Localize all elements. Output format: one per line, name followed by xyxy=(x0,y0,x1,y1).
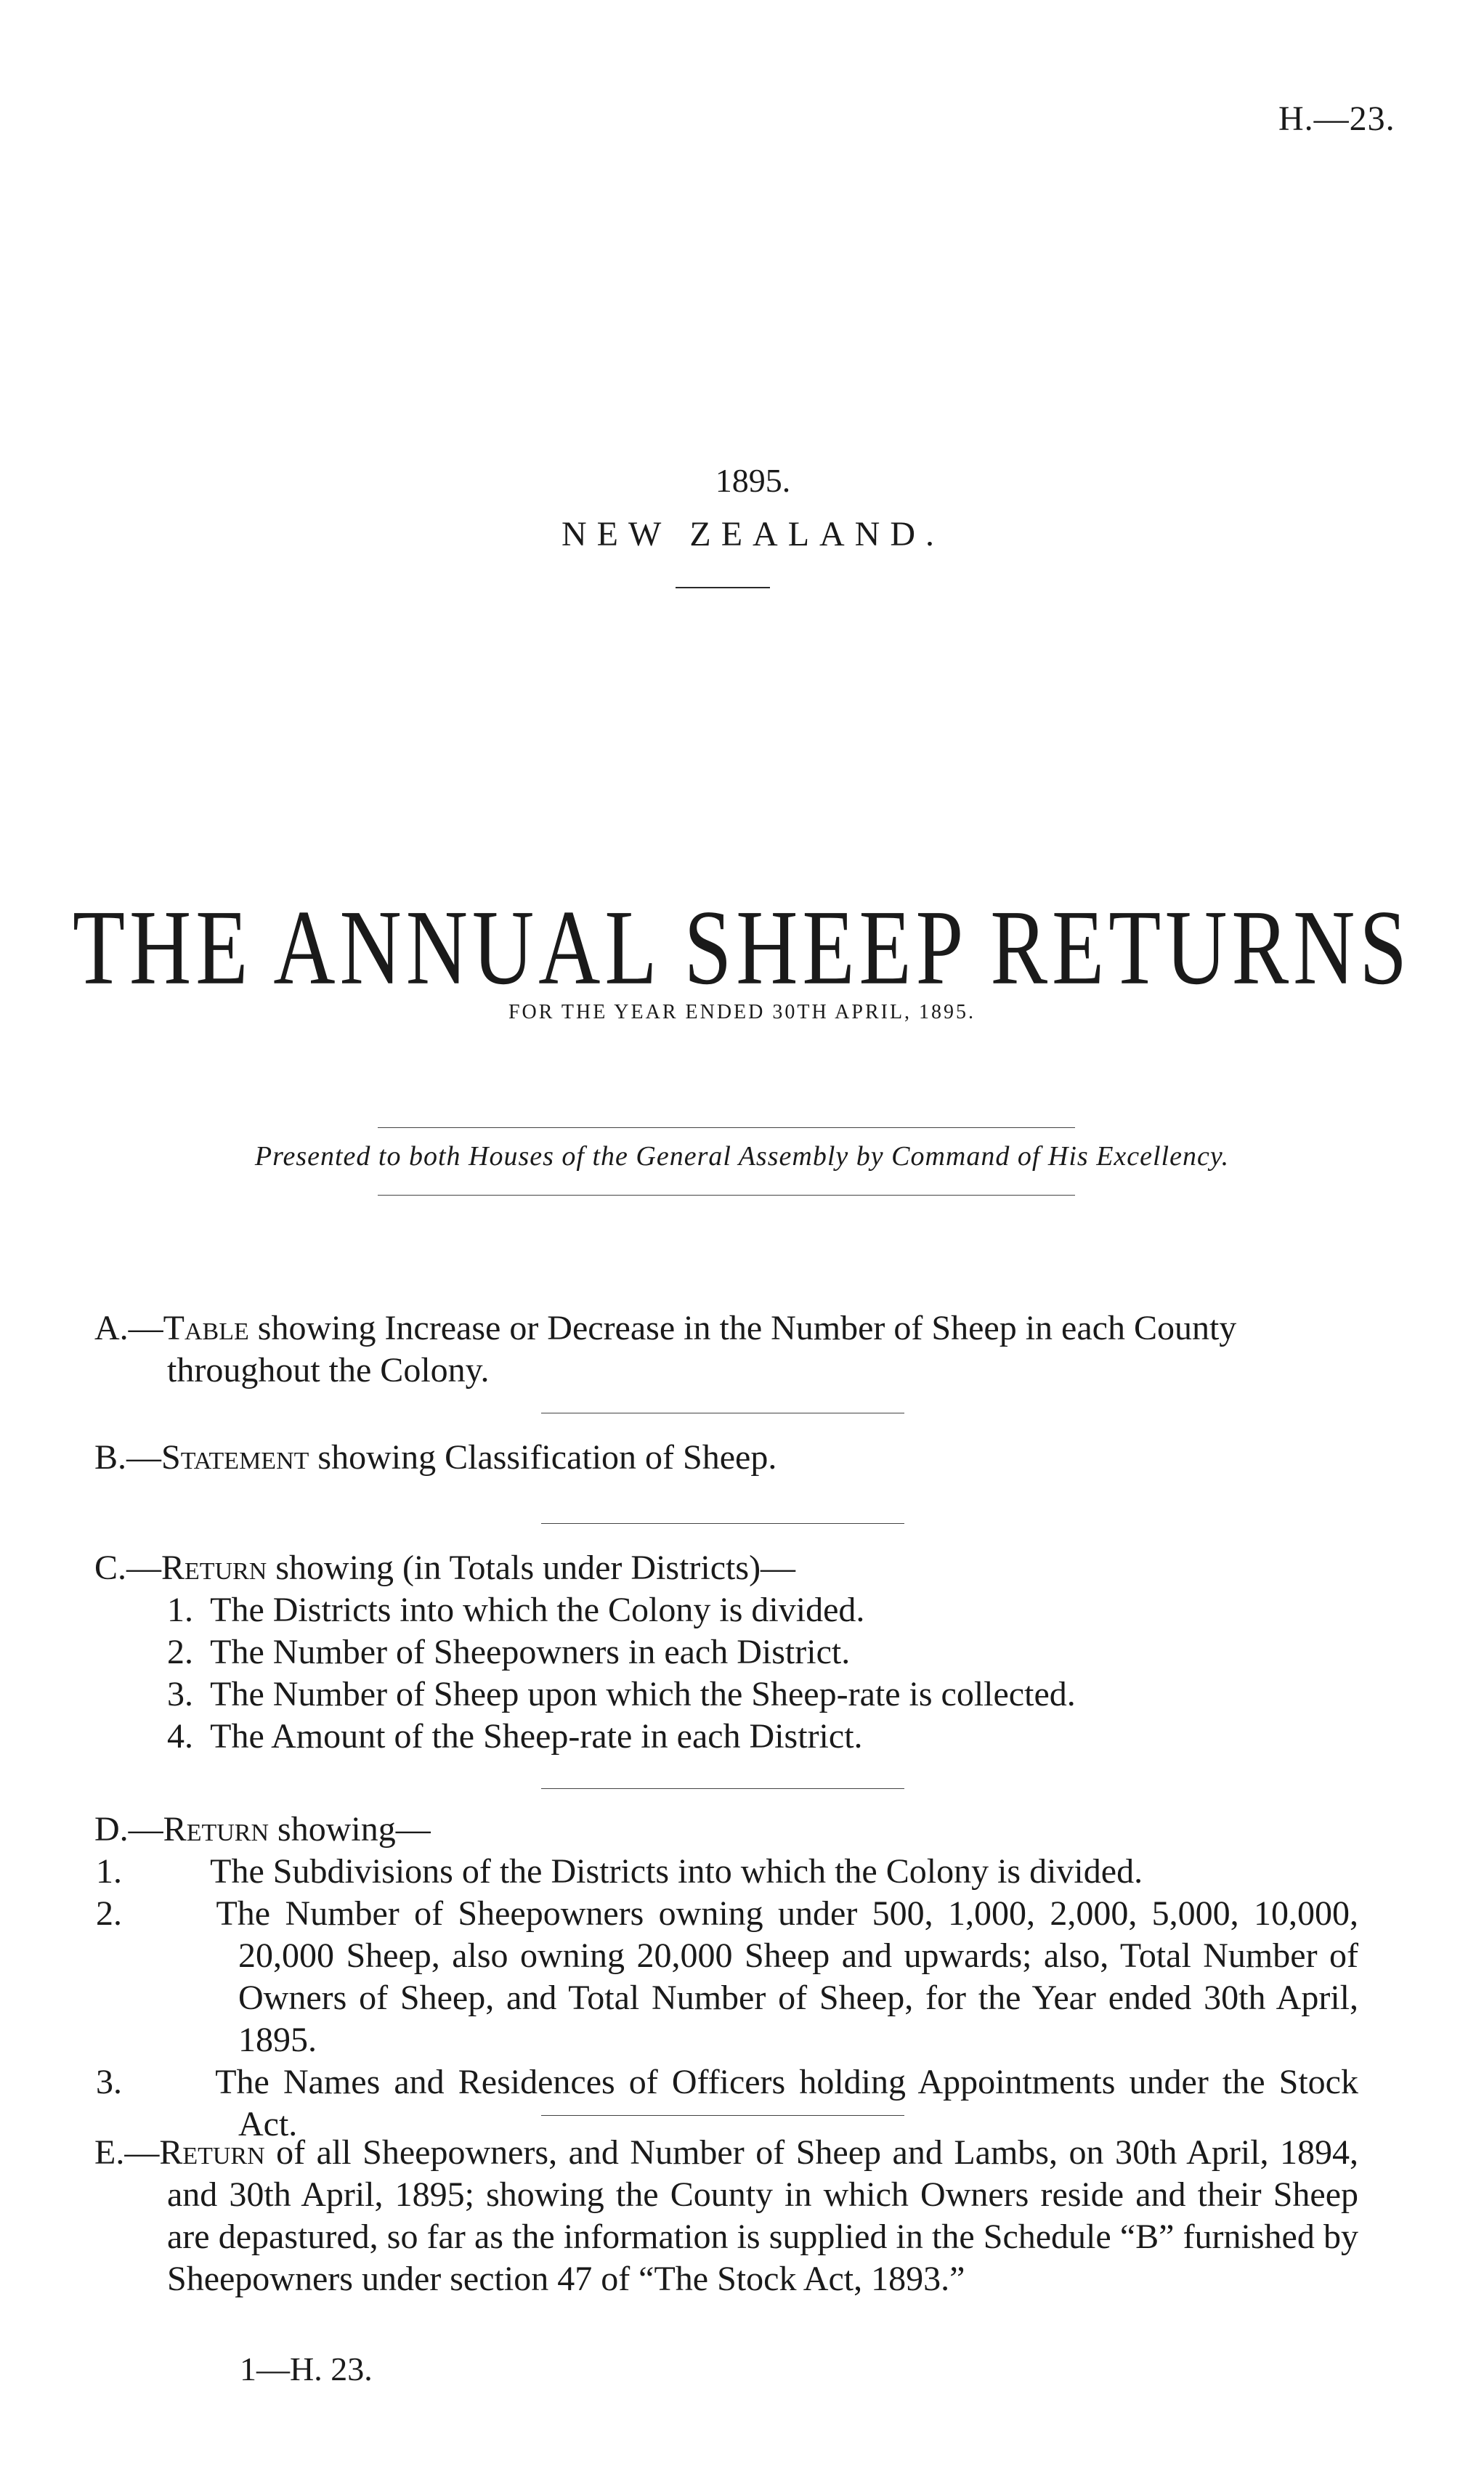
section-text: showing Increase or Decrease in the Number of Sheep in each County xyxy=(248,1309,1237,1347)
section-b xyxy=(94,1437,1358,1479)
divider xyxy=(541,1523,904,1524)
section-letter: E.— xyxy=(94,2133,160,2172)
section-text: of all Sheepowners, and Number of Sheep and Lambs, on 30th April, 1894, and 30th April, 1895; showing the County in which Owners reside and their Sheep are depastured, so far as the information is supplied in the Schedule “B” furnished by Sheepowners under section 47 of “The Stock Act, 1893.” xyxy=(167,2133,1358,2298)
year: 1895. xyxy=(715,462,791,499)
document-reference: H.—23. xyxy=(1278,100,1395,138)
footer-reference: 1—H. 23. xyxy=(240,2350,373,2387)
section-kind: Return xyxy=(161,1549,267,1587)
list-item: 3. The Names and Residences of Officers holding Appointments under the Stock Act. xyxy=(96,2063,1358,2143)
section-text: showing Classification of Sheep. xyxy=(309,1438,777,1477)
list-item: 1. The Subdivisions of the Districts into which the Colony is divided. xyxy=(96,1852,1143,1891)
country-heading: NEW ZEALAND. xyxy=(561,515,945,553)
section-text-continued: throughout the Colony. xyxy=(167,1351,490,1389)
list-item: 2. The Number of Sheepowners owning under 500, 1,000, 2,000, 5,000, 10,000, 20,000 Sheep, also owning 20,000 Sheep and upwards; also, Total Number of Owners of Sheep, and Total Number of Sheep, for the Year ended 30th April, 1895. xyxy=(96,1894,1359,2059)
section-letter: C.— xyxy=(94,1549,162,1587)
section-d xyxy=(94,1809,1358,2146)
divider xyxy=(676,587,770,588)
divider xyxy=(378,1195,1075,1196)
section-letter: A.— xyxy=(94,1309,163,1347)
divider xyxy=(541,2115,904,2116)
section-kind: Table xyxy=(163,1309,249,1347)
section-text: showing (in Totals under Districts)— xyxy=(267,1549,796,1587)
presented-line: Presented to both Houses of the General Assembly by Command of His Excellency. xyxy=(254,1141,1230,1172)
section-c xyxy=(94,1547,1358,1758)
list-item: 2. The Number of Sheepowners in each District. xyxy=(167,1633,851,1671)
list-item: 3. The Number of Sheep upon which the Sheep-rate is collected. xyxy=(167,1675,1076,1713)
section-letter: B.— xyxy=(94,1438,162,1477)
section-e xyxy=(94,2132,1358,2300)
section-kind: Statement xyxy=(161,1438,309,1477)
list-item: 1. The Districts into which the Colony is divided. xyxy=(167,1591,865,1629)
divider xyxy=(541,1788,904,1789)
section-kind: Return xyxy=(163,1810,269,1849)
list-item: 4. The Amount of the Sheep-rate in each District. xyxy=(167,1717,863,1756)
subtitle: FOR THE YEAR ENDED 30TH APRIL, 1895. xyxy=(508,1001,976,1023)
section-a xyxy=(94,1307,1358,1392)
section-text: showing— xyxy=(269,1810,431,1849)
divider xyxy=(378,1127,1075,1128)
section-kind: Return xyxy=(159,2133,265,2172)
section-letter: D.— xyxy=(94,1810,163,1849)
main-title: THE ANNUAL SHEEP RETURNS xyxy=(72,888,1411,1007)
